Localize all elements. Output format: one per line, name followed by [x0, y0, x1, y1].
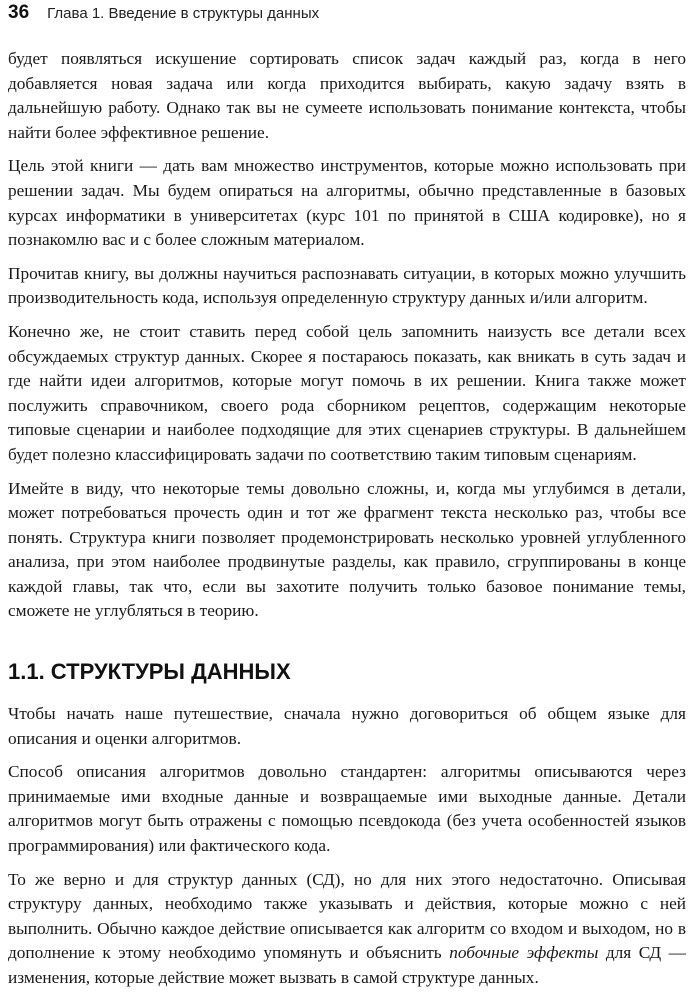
- body-paragraph: Чтобы начать наше путешествие, сначала нужно договориться об общем языке для описания и оценки алгоритмов.: [8, 704, 686, 748]
- page-body: [8, 47, 686, 1000]
- paragraph-text: для СД — изменения, которые действие может вызвать в самой структуре данных.: [8, 943, 686, 987]
- body-paragraph: Цель этой книги — дать вам множество инструментов, которые можно использовать при решении задач. Мы будем опираться на алгоритмы, обычно представленные в базовых курсах информатики в университетах (курс 101 по принятой в США кодировке), но я познакомлю вас и с более сложным материалом.: [8, 156, 686, 250]
- page-header: [8, 0, 319, 26]
- body-paragraph: Способ описания алгоритмов довольно стандартен: алгоритмы описываются через принимаемые ими входные данные и возвращаемые ими выходные данные. Детали алгоритмов могут быть отражены с помощью псевдокода (без учета особенностей языков программирования) или фактического кода.: [8, 762, 686, 856]
- running-head: Глава 1. Введение в структуры данных: [47, 4, 320, 22]
- page-number: 36: [8, 2, 30, 23]
- body-paragraph: Прочитав книгу, вы должны научиться распознавать ситуации, в которых можно улучшить производительность кода, используя определенную структуру данных и/или алгоритм.: [8, 263, 686, 308]
- paragraph-text: То же верно и для структур данных (СД), но для них этого недостаточно. Описывая структуру данных, необходимо также указывать и действия, которые можно с ней выполнить. Обычно каждое действие описывается как алгоритм со входом и выходом, но в дополнение к этому необходимо упомянуть и объяснить: [8, 869, 686, 963]
- body-paragraph: будет появляться искушение сортировать список задач каждый раз, когда в него добавляется новая задача или когда приходится выбирать, какую задачу взять в дальнейшую работу. Однако так вы не сумеете использовать понимание контекста, чтобы найти более эффективное решение.: [8, 49, 686, 142]
- section-heading: 1.1. СТРУКТУРЫ ДАННЫХ: [8, 659, 291, 685]
- emphasized-term: побочные эффекты: [449, 943, 599, 963]
- body-paragraph-with-emphasis: [8, 868, 686, 991]
- body-paragraph: Конечно же, не стоит ставить перед собой цель запомнить наизусть все детали всех обсуждаемых структур данных. Скорее я постараюсь показать, как вникать в суть задач и где найти идеи алгоритмов, которые могут помочь в их решении. Книга также может послужить справочником, своего рода сборником рецептов, содержащим некоторые типовые сценарии и наиболее подходящие для этих сценариев структуры. В дальнейшем будет полезно классифицировать задачи по соответствию таким типовым сценариям.: [8, 321, 686, 464]
- body-paragraph: Имейте в виду, что некоторые темы довольно сложны, и, когда мы углубимся в детали, может потребоваться прочесть один и тот же фрагмент текста несколько раз, чтобы все понять. Структура книги позволяет продемонстрировать несколько уровней углубленного анализа, при этом наиболее продвинутые разделы, как правило, сгруппированы в конце каждой главы, так что, если вы захотите получить только базовое понимание темы, сможете не углубляться в теорию.: [8, 478, 686, 621]
